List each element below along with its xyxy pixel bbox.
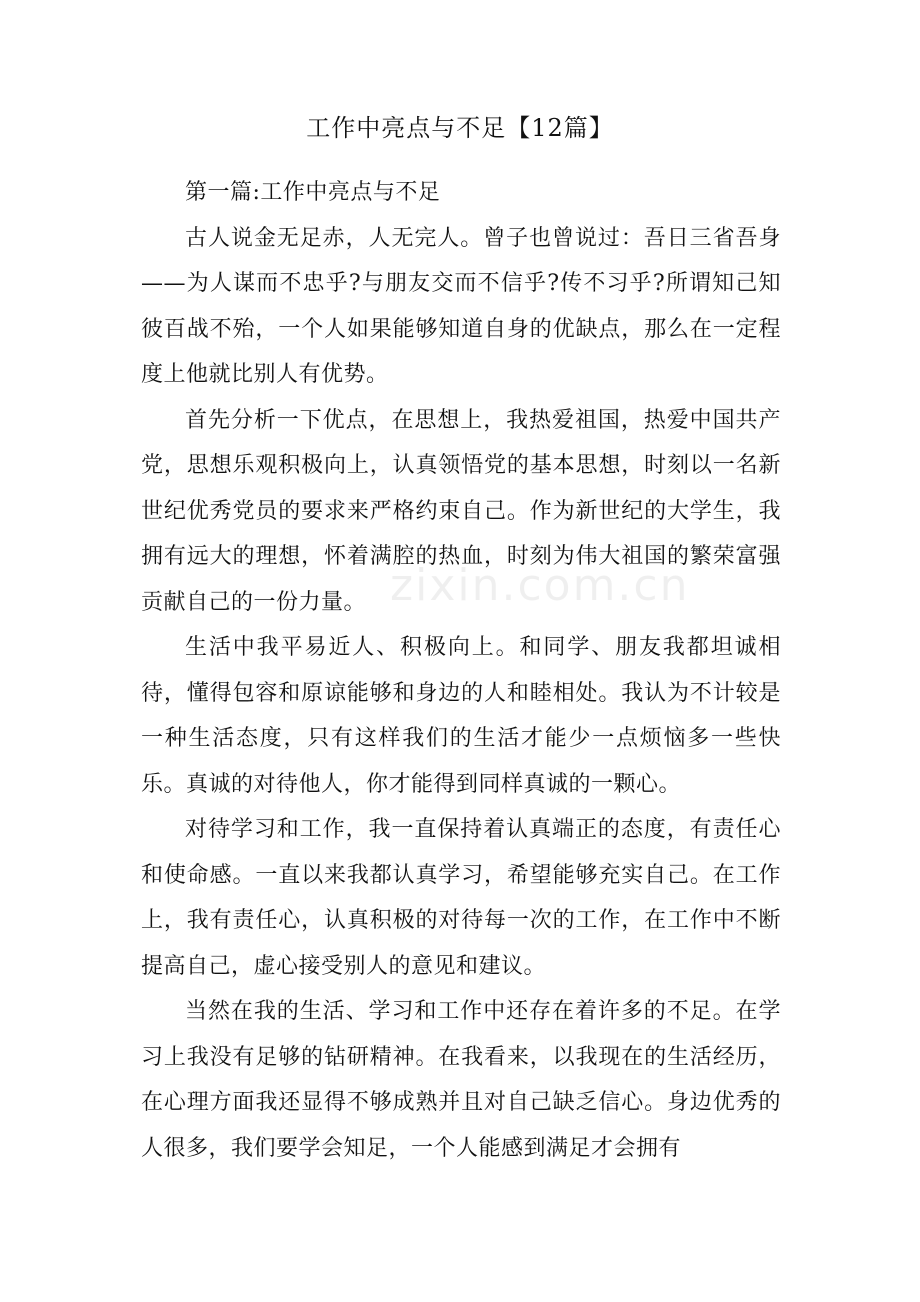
paragraph: 首先分析一下优点，在思想上，我热爱祖国，热爱中国共产党，思想乐观积极向上，认真领悟党的基本思想，时刻以一名新世纪优秀党员的要求来严格约束自己。作为新世纪的大学生，我拥有远大的理想，怀着满腔的热血，时刻为伟大祖国的繁荣富强贡献自己的一份力量。: [141, 407, 781, 615]
paragraph: 对待学习和工作，我一直保持着认真端正的态度，有责任心和使命感。一直以来我都认真学习，希望能够充实自己。在工作上，我有责任心，认真积极的对待每一次的工作，在工作中不断提高自己，虚心接受别人的意见和建议。: [141, 817, 781, 979]
section-heading: 第一篇:工作中亮点与不足: [185, 180, 441, 205]
paragraph: 古人说金无足赤，人无完人。曾子也曾说过：吾日三省吾身——为人谋而不忠乎?与朋友交而不信乎?传不习乎?所谓知己知彼百战不殆，一个人如果能够知道自身的优缺点，那么在一定程度上他就比别人有优势。: [141, 225, 781, 387]
watermark: zixin.com.cn: [390, 560, 690, 611]
document-title: 工作中亮点与不足【12篇】: [306, 114, 614, 142]
paragraph: 生活中我平易近人、积极向上。和同学、朋友我都坦诚相待，懂得包容和原谅能够和身边的人和睦相处。我认为不计较是一种生活态度，只有这样我们的生活才能少一点烦恼多一些快乐。真诚的对待他人，你才能得到同样真诚的一颗心。: [141, 635, 781, 797]
document-body: [141, 170, 781, 1171]
paragraph: 当然在我的生活、学习和工作中还存在着许多的不足。在学习上我没有足够的钻研精神。在我看来，以我现在的生活经历，在心理方面我还显得不够成熟并且对自己缺乏信心。身边优秀的人很多，我们要学会知足，一个人能感到满足才会拥有: [141, 999, 781, 1161]
